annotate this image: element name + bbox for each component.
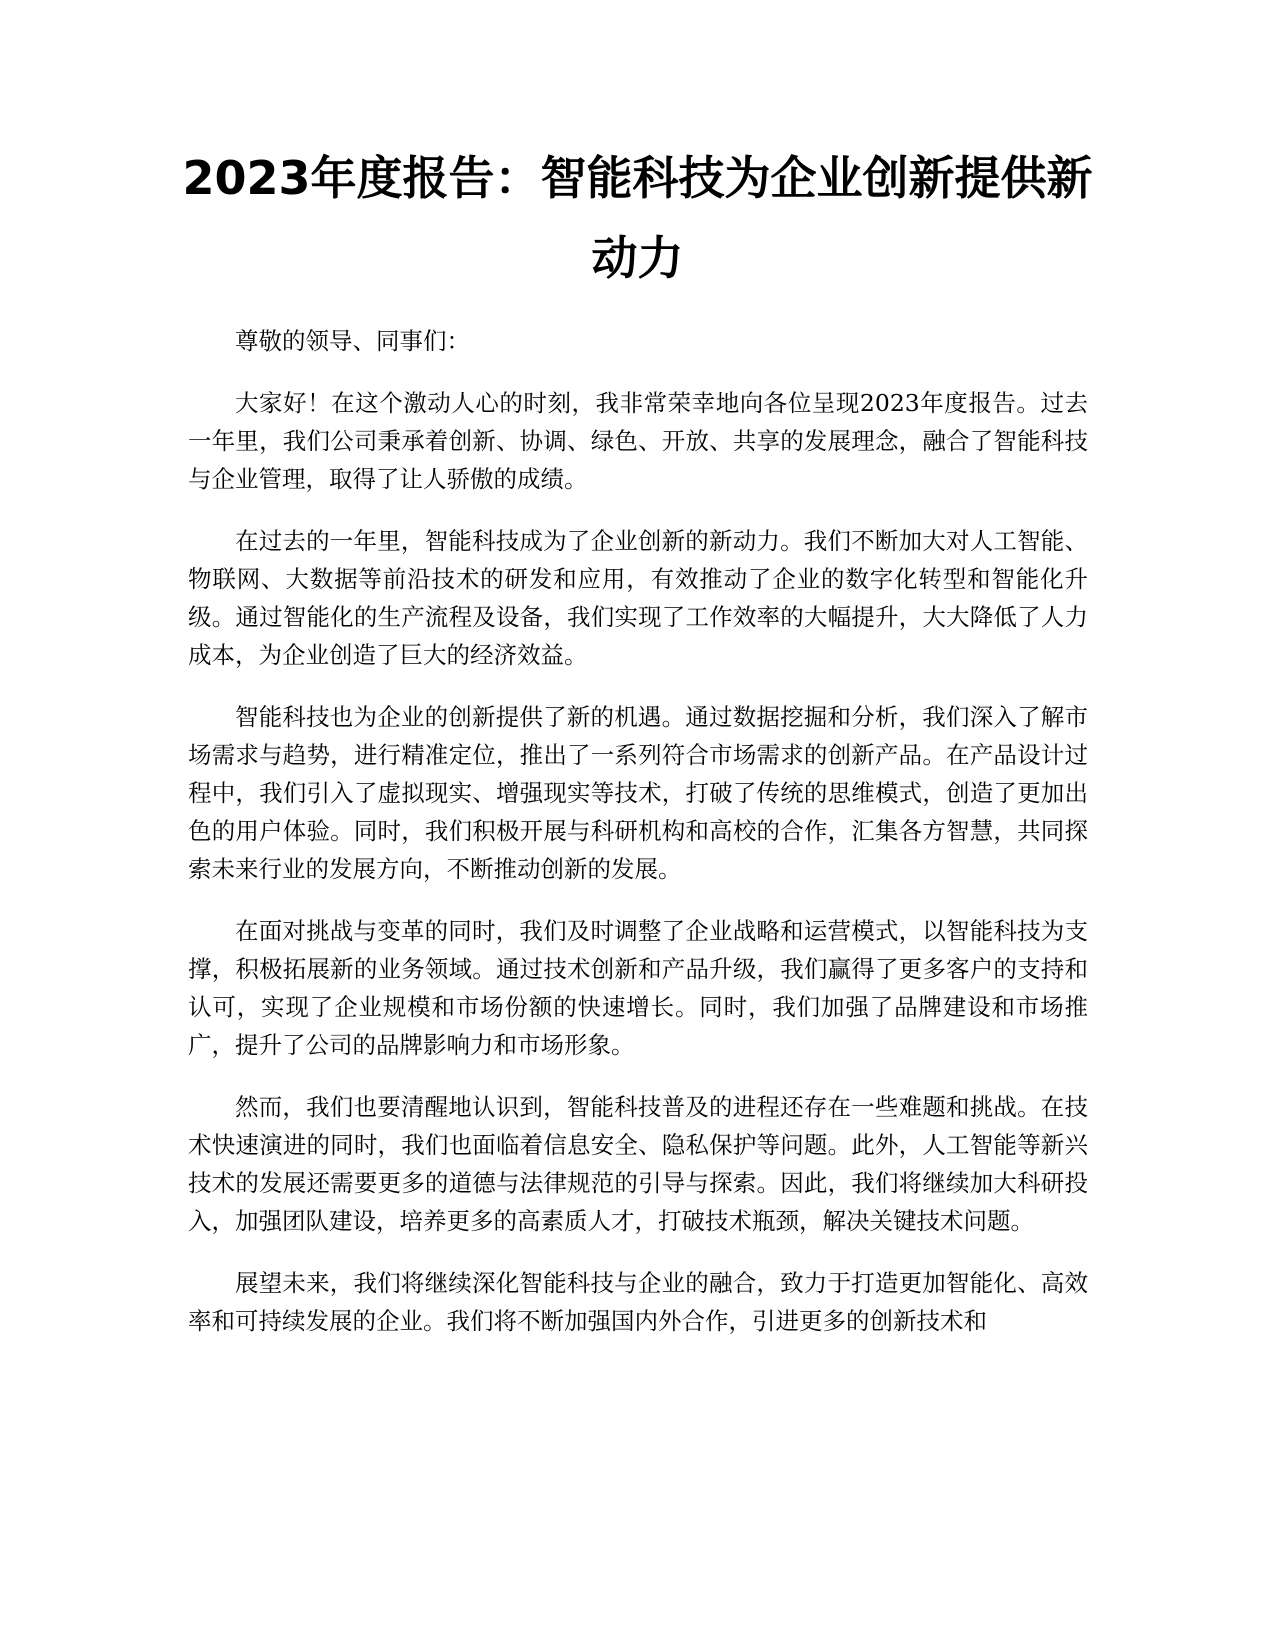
body-paragraph: 然而，我们也要清醒地认识到，智能科技普及的进程还存在一些难题和挑战。在技术快速演进的同时，我们也面临着信息安全、隐私保护等问题。此外，人工智能等新兴技术的发展还需要更多的道德与法律规范的引导与探索。因此，我们将继续加大科研投入，加强团队建设，培养更多的高素质人才，打破技术瓶颈，解决关键技术问题。	[188, 1093, 1088, 1235]
body-paragraph: 大家好！在这个激动人心的时刻，我非常荣幸地向各位呈现2023年度报告。过去一年里，我们公司秉承着创新、协调、绿色、开放、共享的发展理念，融合了智能科技与企业管理，取得了让人骄傲的成绩。	[188, 389, 1088, 493]
document-body	[188, 322, 1088, 1364]
salutation-paragraph: 尊敬的领导、同事们：	[235, 327, 470, 355]
body-paragraph: 智能科技也为企业的创新提供了新的机遇。通过数据挖掘和分析，我们深入了解市场需求与趋势，进行精准定位，推出了一系列符合市场需求的创新产品。在产品设计过程中，我们引入了虚拟现实、增强现实等技术，打破了传统的思维模式，创造了更加出色的用户体验。同时，我们积极开展与科研机构和高校的合作，汇集各方智慧，共同探索未来行业的发展方向，不断推动创新的发展。	[188, 703, 1088, 883]
document-title: 2023年度报告：智能科技为企业创新提供新动力	[182, 151, 1093, 285]
body-paragraph: 展望未来，我们将继续深化智能科技与企业的融合，致力于打造更加智能化、高效率和可持续发展的企业。我们将不断加强国内外合作，引进更多的创新技术和	[188, 1269, 1088, 1335]
body-paragraph: 在面对挑战与变革的同时，我们及时调整了企业战略和运营模式，以智能科技为支撑，积极拓展新的业务领域。通过技术创新和产品升级，我们赢得了更多客户的支持和认可，实现了企业规模和市场份额的快速增长。同时，我们加强了品牌建设和市场推广，提升了公司的品牌影响力和市场形象。	[188, 917, 1088, 1059]
body-paragraph: 在过去的一年里，智能科技成为了企业创新的新动力。我们不断加大对人工智能、物联网、大数据等前沿技术的研发和应用，有效推动了企业的数字化转型和智能化升级。通过智能化的生产流程及设备，我们实现了工作效率的大幅提升，大大降低了人力成本，为企业创造了巨大的经济效益。	[188, 527, 1088, 669]
